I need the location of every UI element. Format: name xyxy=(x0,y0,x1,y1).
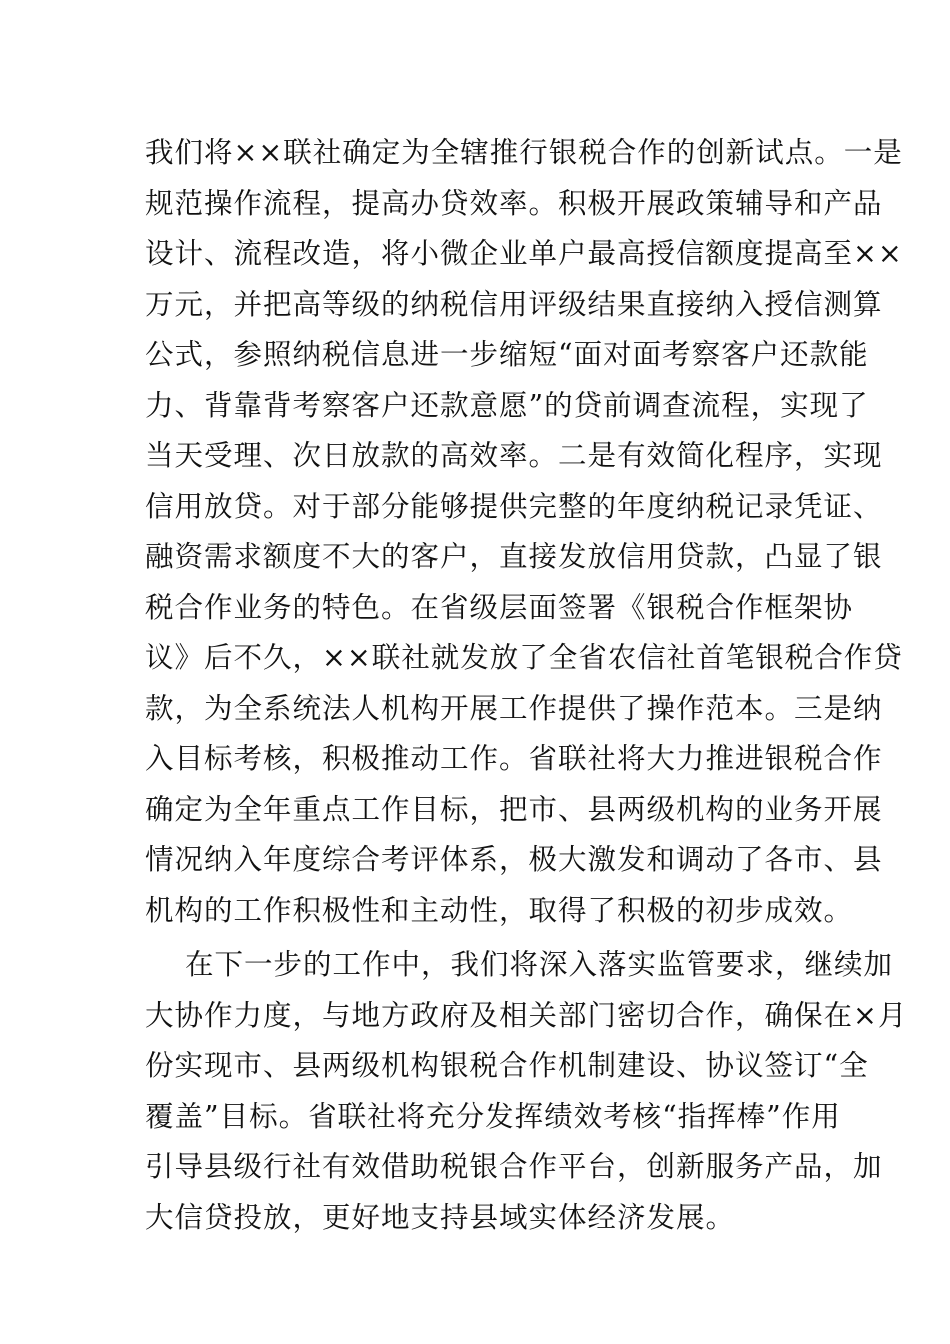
text-line: 情况纳入年度综合考评体系，极大激发和调动了各市、县 xyxy=(145,843,883,876)
text-line: 大协作力度，与地方政府及相关部门密切合作，确保在×月 xyxy=(145,998,908,1032)
text-line: 确定为全年重点工作目标，把市、县两级机构的业务开展 xyxy=(145,792,883,826)
text-line: 税合作业务的特色。在省级层面签署《银税合作框架协 xyxy=(145,590,854,624)
paragraph-1 xyxy=(145,128,903,936)
text-line: 当天受理、次日放款的高效率。二是有效简化程序，实现 xyxy=(145,439,883,472)
paragraph-2 xyxy=(145,940,908,1243)
text-line: 信用放贷。对于部分能够提供完整的年度纳税记录凭证、 xyxy=(145,489,883,523)
text-line: 设计、流程改造，将小微企业单户最高授信额度提高至×× xyxy=(145,237,903,270)
text-line: 力、背靠背考察客户还款意愿”的贷前调查流程，实现了 xyxy=(145,388,869,422)
text-line: 规范操作流程，提高办贷效率。积极开展政策辅导和产品 xyxy=(145,186,883,220)
text-line: 公式，参照纳税信息进一步缩短“面对面考察客户还款能 xyxy=(145,338,869,371)
text-line: 在下一步的工作中，我们将深入落实监管要求，继续加 xyxy=(185,948,894,981)
text-line: 大信贷投放，更好地支持县域实体经济发展。 xyxy=(145,1200,736,1234)
text-line: 万元，并把高等级的纳税信用评级结果直接纳入授信测算 xyxy=(145,287,883,321)
text-line: 机构的工作积极性和主动性，取得了积极的初步成效。 xyxy=(145,893,854,927)
text-line: 款，为全系统法人机构开展工作提供了操作范本。三是纳 xyxy=(145,691,883,725)
text-line: 覆盖”目标。省联社将充分发挥绩效考核“指挥棒”作用 xyxy=(145,1099,841,1133)
text-line: 入目标考核，积极推动工作。省联社将大力推进银税合作 xyxy=(145,742,883,775)
text-line: 议》后不久，××联社就发放了全省农信社首笔银税合作贷 xyxy=(145,641,903,674)
document-body xyxy=(145,128,908,1243)
text-line: 份实现市、县两级机构银税合作机制建设、协议签订“全 xyxy=(145,1049,869,1082)
text-line: 融资需求额度不大的客户，直接发放信用贷款，凸显了银 xyxy=(145,540,883,573)
text-line: 我们将××联社确定为全辖推行银税合作的创新试点。一是 xyxy=(145,136,903,169)
text-line: 引导县级行社有效借助税银合作平台，创新服务产品，加 xyxy=(145,1150,883,1183)
